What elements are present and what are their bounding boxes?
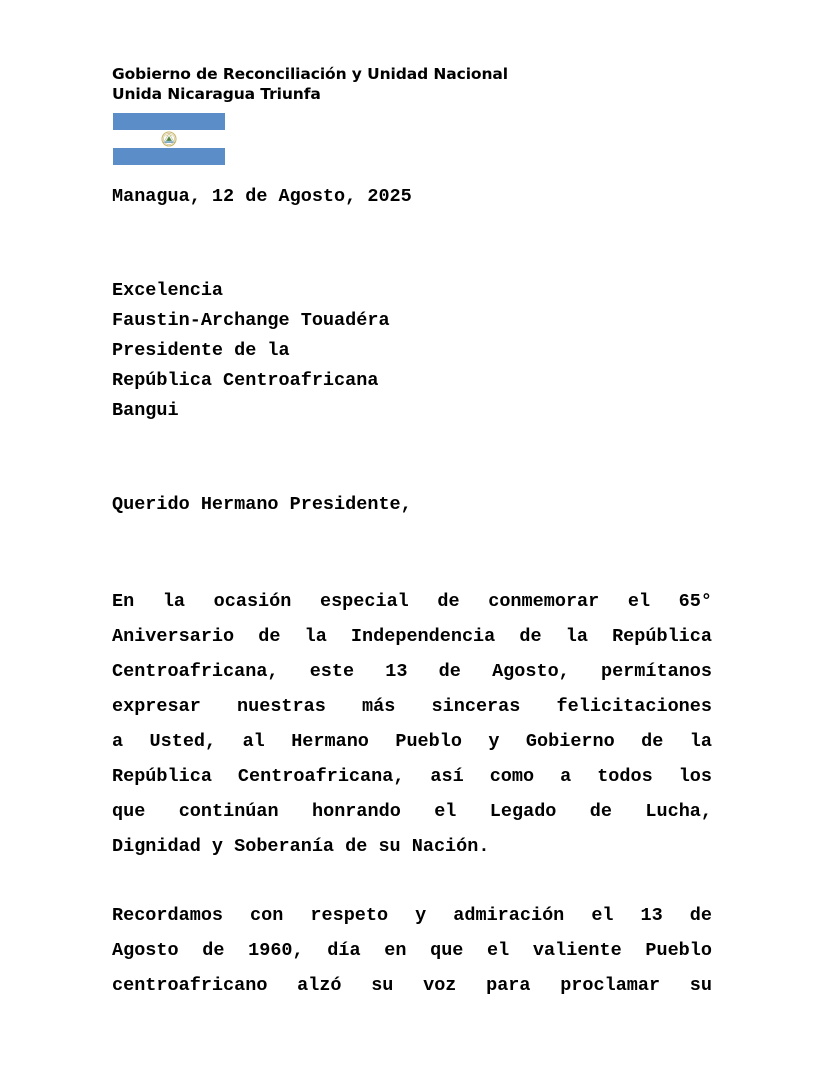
nicaragua-flag-icon bbox=[113, 113, 225, 165]
addressee-line-2: Faustin-Archange Touadéra bbox=[112, 310, 390, 331]
letterhead bbox=[112, 64, 752, 104]
paragraph-1-line-4: expresar nuestras más sinceras felicitaciones bbox=[112, 696, 712, 717]
paragraph-1-line-1: En la ocasión especial de conmemorar el 65° bbox=[112, 591, 712, 612]
paragraph-1-line-6: República Centroafricana, así como a todos los bbox=[112, 766, 712, 787]
addressee-line-4: República Centroafricana bbox=[112, 370, 379, 391]
addressee-line-5: Bangui bbox=[112, 400, 179, 421]
paragraph-2-line-3: centroafricano alzó su voz para proclamar su bbox=[112, 975, 712, 996]
spacer-after-salutation bbox=[112, 520, 712, 554]
paragraph-1-line-2: Aniversario de la Independencia de la República bbox=[112, 626, 712, 647]
spacer-after-addressee bbox=[112, 426, 712, 460]
spacer-after-addressee-2 bbox=[112, 460, 712, 490]
addressee-block bbox=[112, 276, 712, 426]
paragraph-1-line-7: que continúan honrando el Legado de Lucha, bbox=[112, 801, 712, 822]
paragraph-2-line-2: Agosto de 1960, día en que el valiente Pueblo bbox=[112, 940, 712, 961]
paragraph-1 bbox=[112, 584, 712, 864]
spacer-between-paragraphs bbox=[112, 864, 712, 898]
date-line: Managua, 12 de Agosto, 2025 bbox=[112, 186, 412, 207]
flag-band-bottom bbox=[113, 148, 225, 165]
salutation: Querido Hermano Presidente, bbox=[112, 494, 412, 515]
spacer-after-salutation-2 bbox=[112, 554, 712, 584]
paragraph-1-line-3: Centroafricana, este 13 de Agosto, permítanos bbox=[112, 661, 712, 682]
letterhead-line-2: Unida Nicaragua Triunfa bbox=[112, 85, 321, 103]
spacer-after-date-2 bbox=[112, 246, 712, 276]
flag-band-top bbox=[113, 113, 225, 130]
paragraph-2 bbox=[112, 898, 712, 1003]
spacer-after-date bbox=[112, 212, 712, 246]
addressee-line-1: Excelencia bbox=[112, 280, 224, 301]
paragraph-1-line-5: a Usted, al Hermano Pueblo y Gobierno de la bbox=[112, 731, 712, 752]
nicaragua-coat-of-arms-icon bbox=[159, 129, 179, 149]
addressee-line-3: Presidente de la bbox=[112, 340, 290, 361]
paragraph-2-line-1: Recordamos con respeto y admiración el 13 de bbox=[112, 905, 712, 926]
letterhead-line-1: Gobierno de Reconciliación y Unidad Nacional bbox=[112, 65, 508, 83]
letter-content bbox=[112, 182, 712, 1003]
flag-band-middle bbox=[113, 130, 225, 147]
paragraph-1-line-8: Dignidad y Soberanía de su Nación. bbox=[112, 836, 490, 857]
